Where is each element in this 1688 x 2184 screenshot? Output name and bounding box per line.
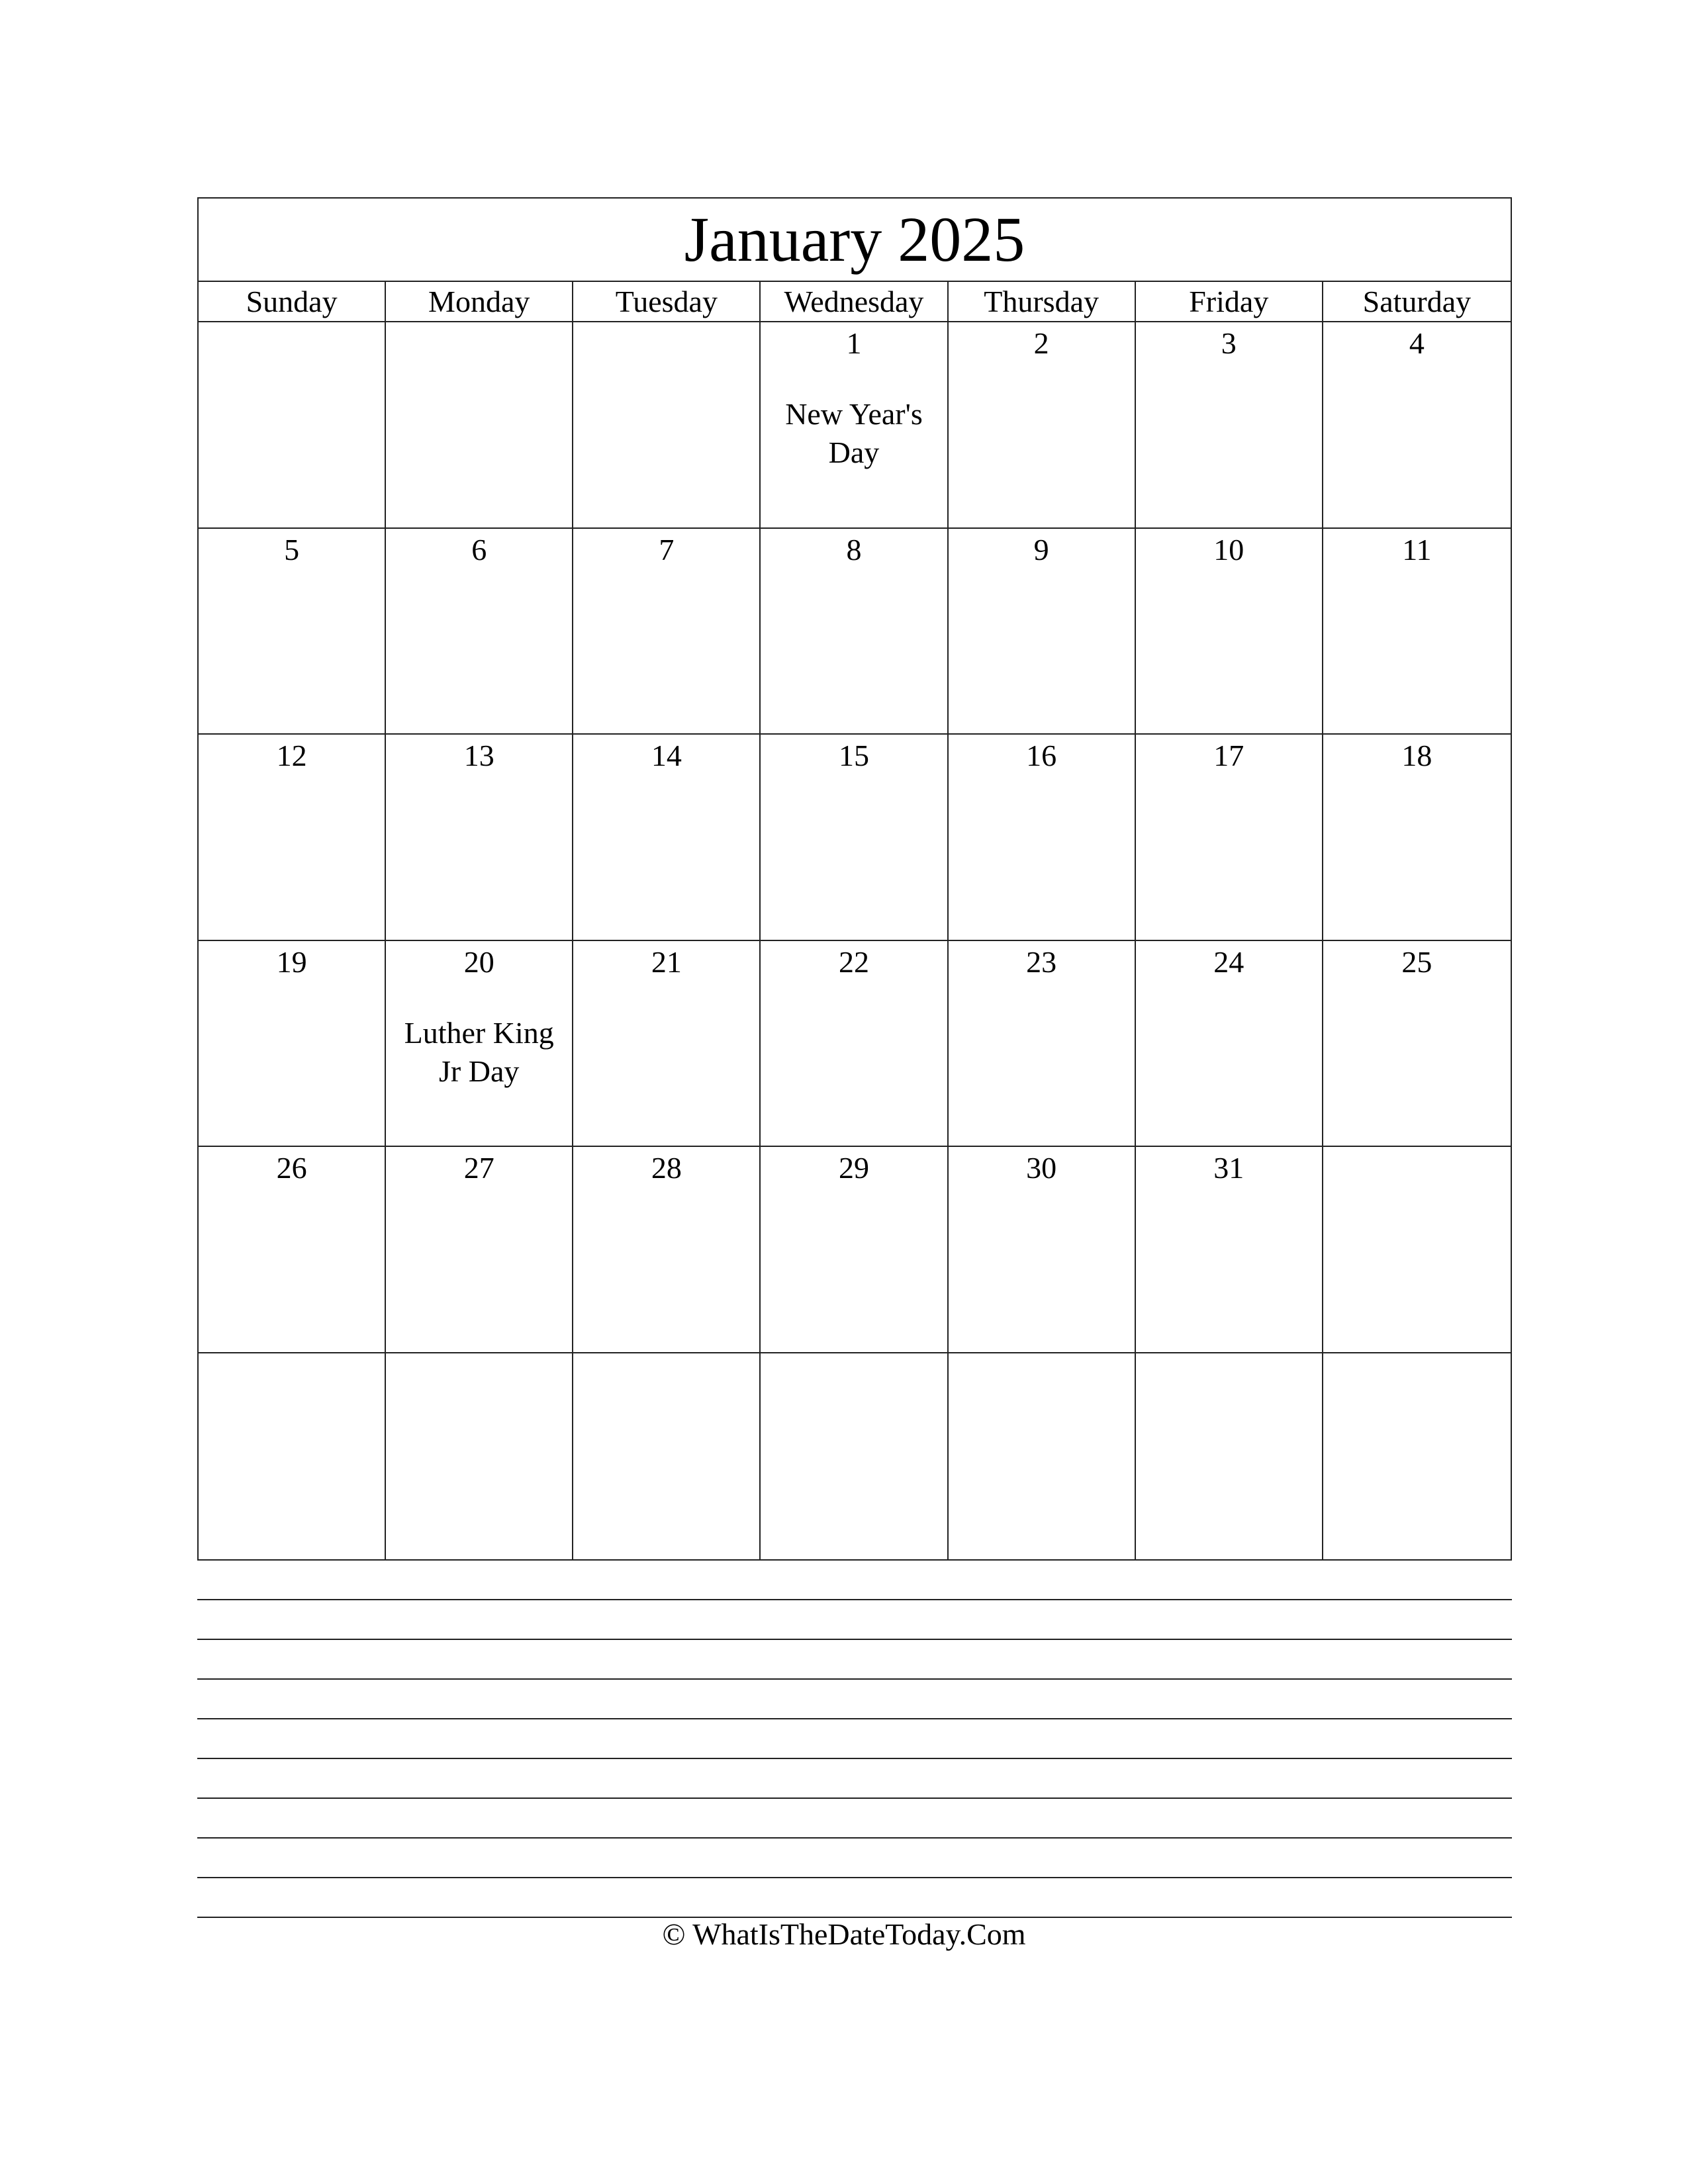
note-line[interactable]: [197, 1839, 1512, 1878]
day-number: 20: [463, 944, 494, 979]
note-line[interactable]: [197, 1600, 1512, 1640]
day-number: [199, 1356, 385, 1393]
day-number: [573, 325, 759, 362]
day-cell[interactable]: [1323, 1147, 1511, 1353]
weekday-tuesday: Tuesday: [573, 282, 761, 321]
weekday-saturday: Saturday: [1362, 285, 1472, 318]
day-cell[interactable]: [199, 941, 386, 1148]
day-number: [1323, 1356, 1511, 1393]
day-cell[interactable]: [1136, 1353, 1323, 1560]
day-cell[interactable]: [761, 322, 948, 529]
day-cell[interactable]: [386, 1353, 573, 1560]
calendar-grid: [199, 322, 1511, 1559]
day-number: 29: [838, 1151, 869, 1185]
day-number: 6: [471, 532, 487, 567]
day-number: 13: [463, 739, 494, 772]
day-cell[interactable]: [949, 941, 1136, 1148]
holiday-label: Luther King Jr Day: [404, 1015, 554, 1088]
day-number: 7: [659, 532, 675, 567]
day-cell[interactable]: [1323, 322, 1511, 529]
day-number: 8: [846, 532, 862, 567]
day-number: 27: [463, 1151, 494, 1185]
day-number: 11: [1402, 532, 1432, 567]
note-line[interactable]: [197, 1680, 1512, 1719]
day-number: 31: [1213, 1151, 1244, 1185]
weekday-header-row: [199, 282, 1511, 322]
day-cell[interactable]: [949, 322, 1136, 529]
calendar: [197, 197, 1512, 1561]
day-number: 19: [276, 944, 307, 979]
day-number: [199, 325, 385, 362]
weekday-friday: Friday: [1136, 282, 1323, 321]
day-number: 2: [1033, 326, 1049, 360]
day-cell[interactable]: [949, 1147, 1136, 1353]
day-cell[interactable]: [949, 1353, 1136, 1560]
day-number: 22: [838, 944, 869, 979]
day-number: [573, 1356, 759, 1393]
note-line[interactable]: [197, 1719, 1512, 1759]
day-number: [1323, 1150, 1511, 1187]
day-cell[interactable]: [199, 529, 386, 735]
day-number: 15: [838, 739, 869, 772]
day-number: [1136, 1356, 1322, 1393]
day-number: 10: [1213, 532, 1244, 567]
day-number: [386, 1356, 572, 1393]
day-number: 18: [1401, 739, 1432, 772]
calendar-title: January 2025: [199, 199, 1511, 282]
day-cell[interactable]: [573, 941, 761, 1148]
day-cell[interactable]: [386, 322, 573, 529]
day-cell[interactable]: [573, 735, 761, 941]
note-line[interactable]: [197, 1640, 1512, 1680]
day-cell[interactable]: [761, 529, 948, 735]
weekday-thursday: Thursday: [949, 282, 1136, 321]
note-line[interactable]: [197, 1799, 1512, 1839]
day-cell[interactable]: [1136, 941, 1323, 1148]
day-cell[interactable]: [199, 1353, 386, 1560]
day-cell[interactable]: [1136, 529, 1323, 735]
day-cell[interactable]: [761, 1147, 948, 1353]
day-number: 24: [1213, 944, 1244, 979]
day-cell[interactable]: [1136, 735, 1323, 941]
copyright-footer: © WhatIsTheDateToday.Com: [662, 1917, 1026, 1951]
day-cell[interactable]: [949, 529, 1136, 735]
day-number: [386, 325, 572, 362]
day-number: [761, 1356, 947, 1393]
day-cell[interactable]: [761, 941, 948, 1148]
day-cell[interactable]: [573, 322, 761, 529]
day-cell[interactable]: [386, 941, 573, 1148]
day-number: 16: [1026, 739, 1057, 772]
day-number: 30: [1026, 1151, 1057, 1185]
day-number: 28: [651, 1151, 682, 1185]
day-number: 21: [651, 944, 682, 979]
note-line[interactable]: [197, 1759, 1512, 1799]
note-line[interactable]: [197, 1878, 1512, 1918]
day-cell[interactable]: [1323, 941, 1511, 1148]
day-cell[interactable]: [761, 735, 948, 941]
day-cell[interactable]: [386, 735, 573, 941]
day-cell[interactable]: [386, 1147, 573, 1353]
weekday-monday: Monday: [386, 282, 573, 321]
day-number: 23: [1026, 944, 1057, 979]
day-number: 14: [651, 739, 682, 772]
day-number: 5: [284, 532, 300, 567]
day-number: 12: [276, 739, 307, 772]
day-cell[interactable]: [949, 735, 1136, 941]
day-cell[interactable]: [199, 322, 386, 529]
day-cell[interactable]: [573, 529, 761, 735]
day-cell[interactable]: [1323, 735, 1511, 941]
day-cell[interactable]: [573, 1147, 761, 1353]
day-cell[interactable]: [199, 735, 386, 941]
day-number: 9: [1033, 532, 1049, 567]
day-cell[interactable]: [386, 529, 573, 735]
day-cell[interactable]: [573, 1353, 761, 1560]
day-cell[interactable]: [1136, 1147, 1323, 1353]
notes-section: [197, 1561, 1512, 1918]
holiday-label: New Year's Day: [785, 397, 923, 469]
day-cell[interactable]: [1136, 322, 1323, 529]
day-number: 4: [1409, 326, 1425, 360]
weekday-sunday: Sunday: [199, 282, 386, 321]
day-cell[interactable]: [1323, 1353, 1511, 1560]
day-cell[interactable]: [1323, 529, 1511, 735]
day-number: [949, 1356, 1135, 1393]
note-line[interactable]: [197, 1561, 1512, 1600]
day-number: 17: [1213, 739, 1244, 772]
day-number: 25: [1401, 944, 1432, 979]
day-number: 26: [276, 1151, 307, 1185]
day-cell[interactable]: [199, 1147, 386, 1353]
day-cell[interactable]: [761, 1353, 948, 1560]
day-number: 3: [1221, 326, 1237, 360]
weekday-wednesday: Wednesday: [761, 282, 948, 321]
day-number: 1: [846, 326, 862, 360]
